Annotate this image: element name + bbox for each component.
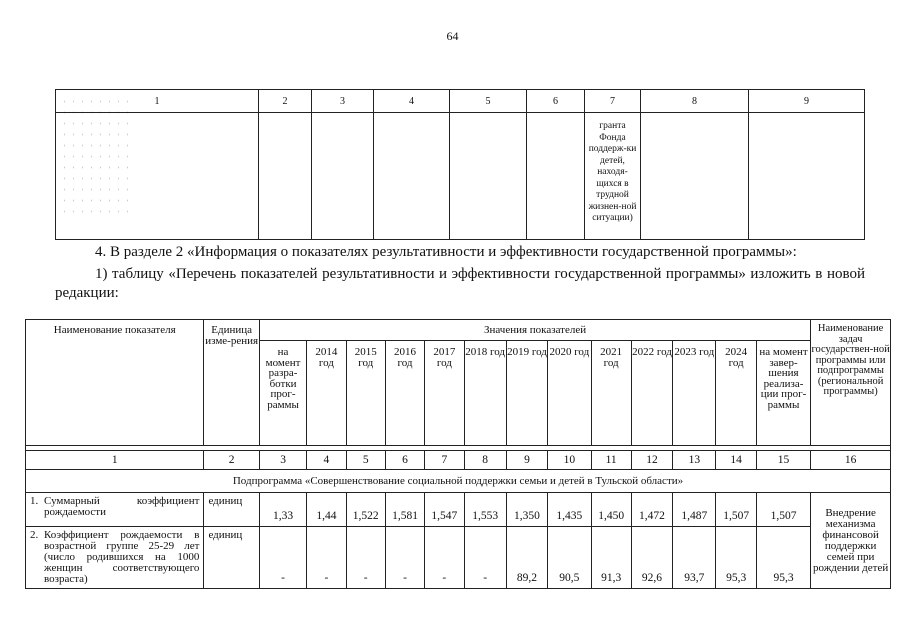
header-year: 2016 год	[385, 341, 424, 446]
value-cell: 1,547	[425, 493, 464, 527]
header-year: 2023 год	[673, 341, 716, 446]
header-year: 2014 год	[307, 341, 346, 446]
value-cell: -	[385, 527, 424, 589]
header-year: 2019 год	[506, 341, 547, 446]
col-number: 5	[346, 451, 385, 470]
value-cell: 1,350	[506, 493, 547, 527]
col-number: 1	[26, 451, 204, 470]
col-number: 8	[464, 451, 506, 470]
header-year: 2020 год	[548, 341, 591, 446]
value-cell: 1,581	[385, 493, 424, 527]
continued-table	[55, 89, 865, 240]
value-cell: -	[425, 527, 464, 589]
header-values: Значения показателей	[259, 320, 810, 341]
header-end: на момент завер-шения реализа-ции прог-раммы	[756, 341, 810, 446]
unit-cell: единиц	[204, 527, 259, 589]
header-year: 2018 год	[464, 341, 506, 446]
value-cell: 1,435	[548, 493, 591, 527]
column-number-row	[56, 90, 865, 113]
col-number: 6	[527, 90, 585, 113]
value-cell: 1,33	[259, 493, 306, 527]
col-number: 3	[312, 90, 374, 113]
unit-cell: единиц	[204, 493, 259, 527]
value-cell: 1,507	[716, 493, 756, 527]
col-number: 10	[548, 451, 591, 470]
subprogram-row	[26, 470, 891, 493]
column-number-row	[26, 451, 891, 470]
grant-cell: гранта Фонда поддерж-ки детей, находя-щихся в трудной жизнен-ной ситуации)	[585, 113, 641, 240]
value-cell: 92,6	[631, 527, 672, 589]
value-cell: 91,3	[591, 527, 631, 589]
value-cell: 93,7	[673, 527, 716, 589]
col-number: 16	[811, 451, 891, 470]
row-name: Коэффициент рождаемости в возрастной группе 25-29 лет (число родившихся на 1000 женщин соответствующего возраста)	[44, 529, 200, 585]
col-number: 9	[506, 451, 547, 470]
col-number: 14	[716, 451, 756, 470]
col-number: 8	[641, 90, 749, 113]
continued-row	[56, 113, 865, 240]
header-row-1	[26, 320, 891, 341]
col-number: 7	[585, 90, 641, 113]
value-cell: 1,487	[673, 493, 716, 527]
value-cell: -	[307, 527, 346, 589]
row-number: 2.	[30, 529, 39, 541]
col-number: 9	[749, 90, 865, 113]
table-row	[26, 493, 891, 527]
task-cell: Внедрение механизма финансовой поддержки семей при рождении детей	[811, 493, 891, 589]
value-cell: 95,3	[756, 527, 810, 589]
value-cell: -	[464, 527, 506, 589]
col-number: 5	[450, 90, 527, 113]
page-number: 64	[446, 29, 459, 43]
col-number: 6	[385, 451, 424, 470]
indicator-name	[26, 493, 204, 527]
col-number: 7	[425, 451, 464, 470]
value-cell: 1,553	[464, 493, 506, 527]
row-number: 1.	[30, 495, 39, 507]
paragraph-table-replace: 1) таблицу «Перечень показателей результативности и эффективности государственной программы» изложить в новой редакции:	[55, 266, 865, 301]
value-cell: -	[346, 527, 385, 589]
value-cell: 1,507	[756, 493, 810, 527]
indicators-table	[25, 319, 891, 589]
col-number: 15	[756, 451, 810, 470]
col-number: 2	[204, 451, 259, 470]
subprogram-title: Подпрограмма «Совершенствование социальной поддержки семьи и детей в Тульской области»	[26, 470, 891, 493]
header-task: Наименование задач государствен-ной программы или подпрограммы (региональной программы)	[811, 320, 891, 446]
header-indicator: Наименование показателя	[26, 320, 204, 446]
value-cell: 95,3	[716, 527, 756, 589]
col-number: 4	[374, 90, 450, 113]
header-year: 2017 год	[425, 341, 464, 446]
header-year: 2022 год	[631, 341, 672, 446]
value-cell: 89,2	[506, 527, 547, 589]
value-cell: 1,472	[631, 493, 672, 527]
indicator-name	[26, 527, 204, 589]
col-number: 13	[673, 451, 716, 470]
col-number: 11	[591, 451, 631, 470]
value-cell: 1,522	[346, 493, 385, 527]
col-number: 3	[259, 451, 306, 470]
header-year: 2024 год	[716, 341, 756, 446]
value-cell: 90,5	[548, 527, 591, 589]
value-cell: 1,450	[591, 493, 631, 527]
header-year: 2021 год	[591, 341, 631, 446]
row-name: Суммарный коэффициент рождаемости	[44, 495, 200, 518]
col-number: 1	[56, 90, 259, 113]
header-year: 2015 год	[346, 341, 385, 446]
col-number: 12	[631, 451, 672, 470]
table-row	[26, 527, 891, 589]
header-unit: Единица изме-рения	[204, 320, 259, 446]
header-start: на момент разра-ботки прог-раммы	[259, 341, 306, 446]
paragraph-section-4: 4. В разделе 2 «Информация о показателях результативности и эффективности государственной программы»:	[95, 244, 797, 260]
col-number: 2	[259, 90, 312, 113]
value-cell: -	[259, 527, 306, 589]
value-cell: 1,44	[307, 493, 346, 527]
col-number: 4	[307, 451, 346, 470]
